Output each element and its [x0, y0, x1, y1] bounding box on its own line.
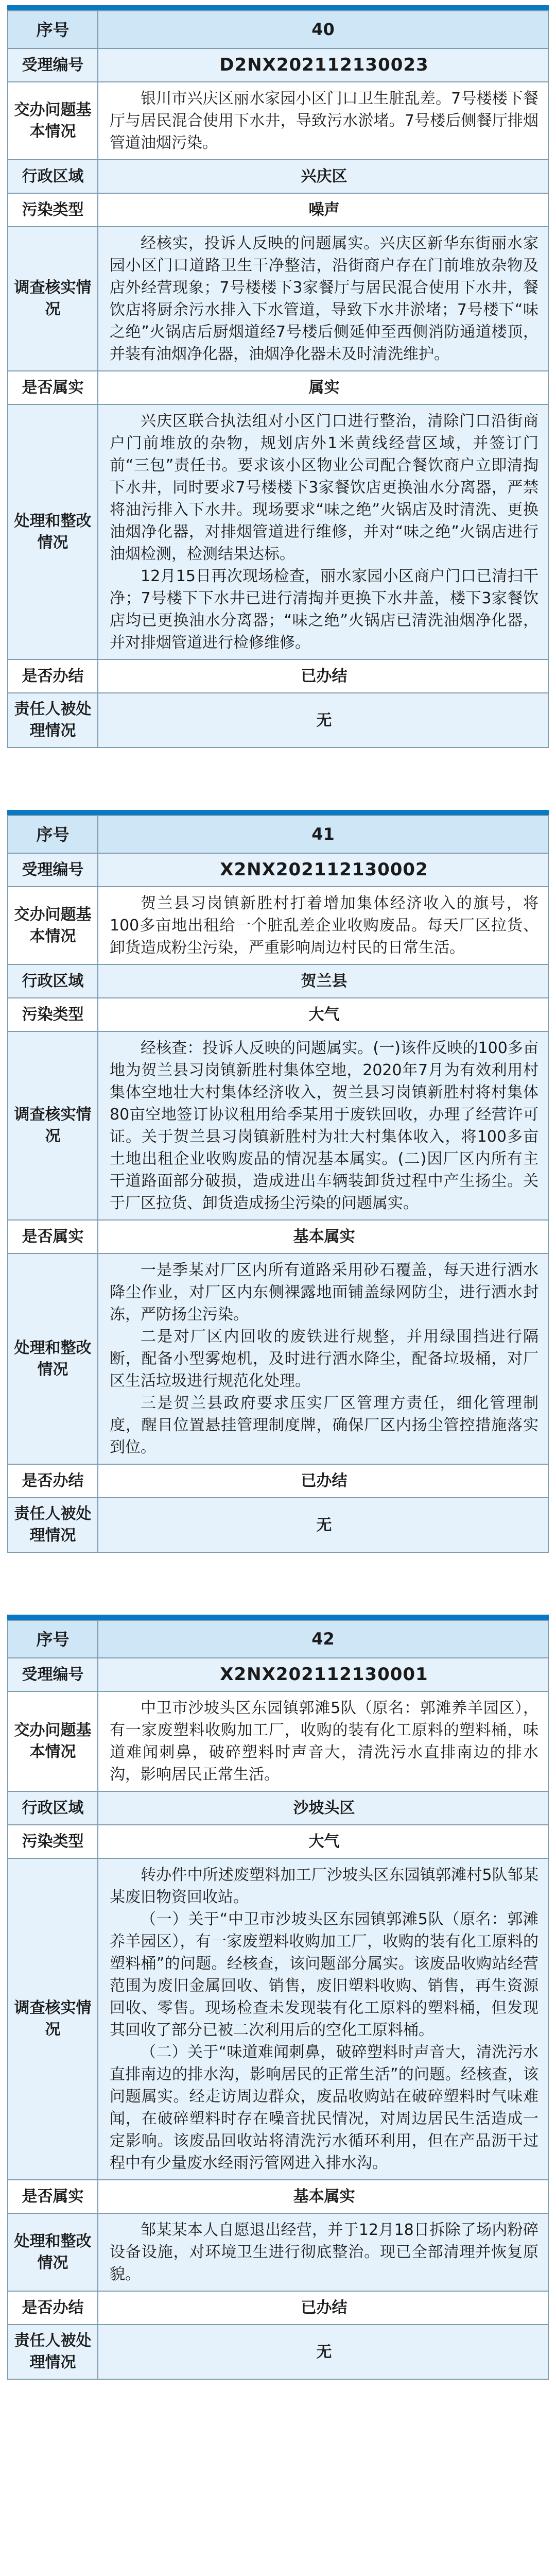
pollution-row	[8, 1825, 548, 1858]
verified-label: 是否属实	[8, 1220, 98, 1253]
seq-row	[8, 816, 548, 853]
problem-row	[8, 82, 548, 160]
problem-description	[98, 887, 548, 964]
verified-value: 基本属实	[98, 1220, 548, 1253]
verified-row	[8, 1220, 548, 1253]
case-code-value: D2NX202112130023	[98, 48, 548, 82]
case-seq-value: 41	[98, 816, 548, 853]
investigation-paragraph: 经核实，投诉人反映的问题属实。兴庆区新华东街丽水家园小区门口道路卫生干净整洁，沿街商户存在门前堆放杂物及店外经营现象；7号楼楼下3家餐厅与居民混合使用下水井，餐饮店将厨余污水排入下水管道，导致下水井淤堵；7号楼下“味之绝”火锅店后厨烟道经7号楼后侧延伸至西侧消防通道楼顶，并装有油烟净化器，油烟净化器未及时清洗维护。	[110, 234, 538, 363]
region-label: 行政区域	[8, 1791, 98, 1825]
closed-label: 是否办结	[8, 2291, 98, 2325]
region-label: 行政区域	[8, 964, 98, 998]
pollution-label: 污染类型	[8, 998, 98, 1031]
pollution-type-value: 大气	[98, 1825, 548, 1858]
region-label: 行政区域	[8, 160, 98, 193]
pollution-label: 污染类型	[8, 1825, 98, 1858]
accountable-row	[8, 2325, 548, 2379]
verified-row	[8, 371, 548, 404]
handling-label: 处理和整改情况	[8, 2213, 98, 2291]
closed-label: 是否办结	[8, 659, 98, 693]
case-code-value: X2NX202112130002	[98, 853, 548, 887]
code-label: 受理编号	[8, 1658, 98, 1691]
code-row	[8, 853, 548, 887]
code-row	[8, 1658, 548, 1691]
verified-label: 是否属实	[8, 371, 98, 404]
accountable-row	[8, 693, 548, 748]
closed-status-value: 已办结	[98, 2291, 548, 2325]
investigation-content	[98, 1031, 548, 1220]
region-value: 兴庆区	[98, 160, 548, 193]
closed-row	[8, 2291, 548, 2325]
investigation-content	[98, 1858, 548, 2180]
investigation-paragraph: 转办件中所述废塑料加工厂沙坡头区东园镇郭滩村5队邹某某废旧物资回收站。	[110, 1866, 538, 1906]
handling-row	[8, 404, 548, 659]
investigation-row	[8, 1858, 548, 2180]
region-value: 沙坡头区	[98, 1791, 548, 1825]
case-table	[7, 10, 549, 748]
investigation-content	[98, 227, 548, 371]
region-value: 贺兰县	[98, 964, 548, 998]
case-card	[7, 5, 549, 748]
handling-label: 处理和整改情况	[8, 404, 98, 659]
case-header-bar	[7, 1615, 549, 1620]
accountable-label: 责任人被处理情况	[8, 2325, 98, 2379]
problem-text: 银川市兴庆区丽水家园小区门口卫生脏乱差。7号楼楼下餐厅与居民混合使用下水井，导致污水淤堵。7号楼后侧餐厅排烟管道油烟污染。	[110, 90, 538, 152]
handling-row	[8, 2213, 548, 2291]
accountable-label: 责任人被处理情况	[8, 1498, 98, 1552]
verified-value: 属实	[98, 371, 548, 404]
investigation-label: 调查核实情况	[8, 227, 98, 371]
accountable-value: 无	[98, 1498, 548, 1552]
case-header-bar	[7, 810, 549, 815]
code-label: 受理编号	[8, 48, 98, 82]
case-seq-value: 42	[98, 1620, 548, 1658]
accountable-value: 无	[98, 2325, 548, 2379]
problem-description	[98, 82, 548, 160]
code-row	[8, 48, 548, 82]
pollution-row	[8, 998, 548, 1031]
investigation-paragraph: （一）关于“中卫市沙坡头区东园镇郭滩5队（原名：郭滩养羊园区），有一家废塑料收购加工厂，收购的装有化工原料的塑料桶”的问题。经核查，该问题部分属实。该废品收购站经营范围为废旧金属回收、销售，废旧塑料收购、销售，再生资源回收、零售。现场检查未发现装有化工原料的塑料桶，但发现其回收了部分已被二次利用后的空化工原料桶。	[110, 1910, 538, 2039]
investigation-label: 调查核实情况	[8, 1031, 98, 1220]
seq-label: 序号	[8, 1620, 98, 1658]
accountable-value: 无	[98, 693, 548, 748]
problem-label: 交办问题基本情况	[8, 82, 98, 160]
closed-label: 是否办结	[8, 1464, 98, 1498]
case-card	[7, 810, 549, 1553]
case-code-value: X2NX202112130001	[98, 1658, 548, 1691]
handling-content	[98, 2213, 548, 2291]
pollution-type-value: 大气	[98, 998, 548, 1031]
pollution-label: 污染类型	[8, 193, 98, 227]
problem-label: 交办问题基本情况	[8, 887, 98, 964]
handling-content	[98, 1253, 548, 1464]
handling-content	[98, 404, 548, 659]
problem-row	[8, 887, 548, 964]
seq-label: 序号	[8, 816, 98, 853]
closed-row	[8, 659, 548, 693]
verified-label: 是否属实	[8, 2180, 98, 2213]
region-row	[8, 964, 548, 998]
closed-status-value: 已办结	[98, 659, 548, 693]
case-seq-value: 40	[98, 11, 548, 48]
case-table	[7, 1620, 549, 2380]
accountable-label: 责任人被处理情况	[8, 693, 98, 748]
region-row	[8, 1791, 548, 1825]
pollution-row	[8, 193, 548, 227]
problem-text: 中卫市沙坡头区东园镇郭滩5队（原名：郭滩养羊园区），有一家废塑料收购加工厂，收购的装有化工原料的塑料桶，味道难闻刺鼻，破碎塑料时声音大，清洗污水直排南边的排水沟，影响居民正常生活。	[110, 1699, 538, 1784]
code-label: 受理编号	[8, 853, 98, 887]
handling-paragraph: 兴庆区联合执法组对小区门口进行整治，清除门口沿街商户门前堆放的杂物，规划店外1米黄线经营区域，并签订门前“三包”责任书。要求该小区物业公司配合餐饮商户立即清掏下水井，同时要求7号楼楼下3家餐饮店更换油水分离器，严禁将油污排入下水井。现场要求“味之绝”火锅店及时清洗、更换油烟净化器，对排烟管道进行维修，并对“味之绝”火锅店进行油烟检测，检测结果达标。	[110, 412, 538, 563]
verified-row	[8, 2180, 548, 2213]
closed-row	[8, 1464, 548, 1498]
handling-paragraph: 一是季某对厂区内所有道路采用砂石覆盖，每天进行洒水降尘作业，对厂区内东侧裸露地面铺盖绿网防尘，进行洒水封冻，严防扬尘污染。	[110, 1261, 538, 1324]
accountable-row	[8, 1498, 548, 1552]
pollution-type-value: 噪声	[98, 193, 548, 227]
case-header-bar	[7, 5, 549, 10]
problem-row	[8, 1691, 548, 1791]
verified-value: 基本属实	[98, 2180, 548, 2213]
handling-label: 处理和整改情况	[8, 1253, 98, 1464]
investigation-paragraph: 经核查：投诉人反映的问题属实。(一)该件反映的100多亩地为贺兰县习岗镇新胜村集体空地，2020年7月为有效利用村集体空地壮大村集体经济收入，贺兰县习岗镇新胜村将村集体80亩空地签订协议租用给季某用于废铁回收，办理了经营许可证。关于贺兰县习岗镇新胜村为壮大村集体收入，将100多亩土地出租企业收购废品的情况基本属实。(二)因厂区内所有主干道路面部分破损，造成进出车辆装卸货过程中产生扬尘。关于厂区拉货、卸货造成扬尘污染的问题属实。	[110, 1039, 538, 1212]
closed-status-value: 已办结	[98, 1464, 548, 1498]
handling-paragraph: 邹某某本人自愿退出经营，并于12月18日拆除了场内粉碎设备设施，对环境卫生进行彻底整治。现已全部清理并恢复原貌。	[110, 2221, 538, 2283]
handling-row	[8, 1253, 548, 1464]
handling-paragraph: 三是贺兰县政府要求压实厂区管理方责任，细化管理制度，醒目位置悬挂管理制度牌，确保厂区内扬尘管控措施落实到位。	[110, 1394, 538, 1456]
seq-row	[8, 11, 548, 48]
handling-paragraph: 二是对厂区内回收的废铁进行规整，并用绿围挡进行隔断，配备小型雾炮机，及时进行洒水降尘，配备垃圾桶，对厂区生活垃圾进行规范化处理。	[110, 1328, 538, 1390]
seq-label: 序号	[8, 11, 98, 48]
handling-paragraph: 12月15日再次现场检查，丽水家园小区商户门口已清扫干净；7号楼下下水井已进行清掏并更换下水井盖，楼下3家餐饮店均已更换油水分离器；“味之绝”火锅店已清洗油烟净化器，并对排烟管道进行检修维修。	[110, 567, 538, 652]
problem-text: 贺兰县习岗镇新胜村打着增加集体经济收入的旗号，将100多亩地出租给一个脏乱差企业收购废品。每天厂区拉货、卸货造成粉尘污染，严重影响周边村民的日常生活。	[110, 894, 538, 957]
investigation-row	[8, 227, 548, 371]
investigation-paragraph: （二）关于“味道难闻刺鼻，破碎塑料时声音大，清洗污水直排南边的排水沟，影响居民的正常生活”的问题。经核查，该问题属实。经走访周边群众，废品收购站在破碎塑料时气味难闻，在破碎塑料时存在噪音扰民情况，对周边居民生活造成一定影响。该废品回收站将清洗污水循环利用，但在产品沥干过程中有少量废水经雨污管网进入排水沟。	[110, 2043, 538, 2172]
seq-row	[8, 1620, 548, 1658]
case-card	[7, 1615, 549, 2380]
region-row	[8, 160, 548, 193]
investigation-row	[8, 1031, 548, 1220]
problem-label: 交办问题基本情况	[8, 1691, 98, 1791]
problem-description	[98, 1691, 548, 1791]
case-table	[7, 815, 549, 1553]
investigation-label: 调查核实情况	[8, 1858, 98, 2180]
